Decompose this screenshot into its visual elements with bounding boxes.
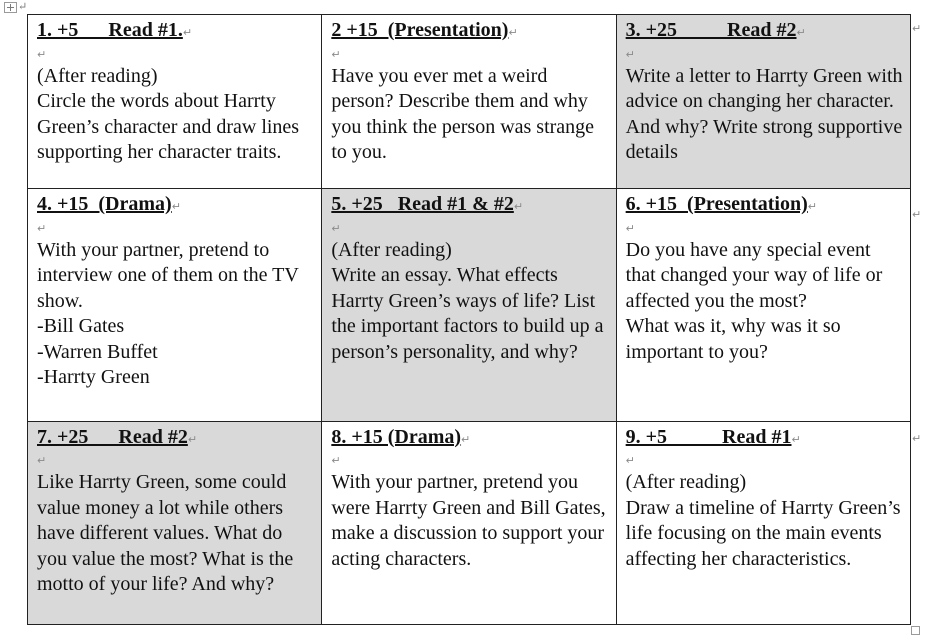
table-row (28, 421, 911, 624)
table-cell-8[interactable] (322, 421, 616, 624)
table-cell-3[interactable] (616, 15, 910, 189)
paragraph-mark: ↵ (461, 432, 471, 446)
paragraph-mark: ↵ (18, 1, 28, 13)
paragraph-mark: ↵ (331, 454, 341, 468)
cell-title: 5. +25 Read #1 & #2 (331, 193, 514, 216)
cell-body: Write a letter to Harrty Green with advice on changing her character. And why? Write strong supportive details (625, 64, 903, 163)
cell-title: 3. +25 Read #2 (625, 19, 797, 41)
paragraph-mark: ↵ (187, 432, 198, 446)
paragraph-mark: ↵ (796, 26, 806, 39)
table-cell-7[interactable] (28, 421, 322, 624)
paragraph-mark: ↵ (37, 221, 47, 235)
paragraph-mark: ↵ (513, 200, 524, 214)
paragraph-mark: ↵ (807, 200, 817, 214)
cell-body: Do you have any special event that changed your way of life or affected you the most? What was it, why was it so important to you? (625, 238, 883, 363)
cell-title: 6. +15 (Presentation) (625, 193, 808, 216)
paragraph-mark: ↵ (508, 26, 518, 39)
cell-title: 1. +5 Read #1. (37, 19, 183, 41)
table-cell-5[interactable] (322, 189, 616, 421)
end-of-row-mark: ↵ (912, 208, 922, 221)
cell-title: 4. +15 (Drama) (37, 193, 172, 216)
paragraph-mark: ↵ (331, 47, 341, 61)
paragraph-mark: ↵ (331, 221, 341, 235)
cell-body: With your partner, pretend to interview one of them on the TV show. -Bill Gates -Warren Buffet -Harrty Green (37, 238, 299, 389)
paragraph-mark: ↵ (171, 200, 181, 214)
paragraph-mark: ↵ (625, 47, 635, 61)
table-cell-4[interactable] (28, 189, 322, 421)
table-cell-2[interactable] (322, 15, 616, 189)
table-row (28, 189, 911, 421)
cell-body: (After reading) Draw a timeline of Harrty Green’s life focusing on the main events affecting her characteristics. (625, 471, 901, 570)
paragraph-mark: ↵ (37, 454, 47, 468)
paragraph-mark: ↵ (791, 432, 801, 446)
table-row (28, 15, 911, 189)
cell-body: (After reading) Circle the words about Harrty Green’s character and draw lines supporting her character traits. (37, 64, 300, 163)
cell-title: 7. +25 Read #2 (37, 425, 188, 448)
table-cell-9[interactable] (616, 421, 910, 624)
table-cell-6[interactable] (616, 189, 910, 421)
paragraph-mark: ↵ (182, 26, 193, 39)
end-of-row-mark: ↵ (912, 22, 922, 35)
paragraph-mark: ↵ (625, 454, 635, 468)
table-resize-handle[interactable] (911, 626, 920, 635)
activity-table (27, 14, 911, 625)
cell-body: With your partner, pretend you were Harrty Green and Bill Gates, make a discussion to support your acting characters. (331, 471, 606, 570)
cell-body: Like Harrty Green, some could value money a lot while others have different values. What do you value the most? What is the motto of your life? And why? (37, 471, 294, 596)
cell-title: 8. +15 (Drama) (331, 425, 462, 448)
table-move-handle[interactable] (4, 2, 17, 13)
cell-body: (After reading) Write an essay. What effects Harrty Green’s ways of life? List the important factors to build up a person’s personality, and why? (331, 238, 604, 363)
paragraph-mark: ↵ (37, 47, 47, 61)
end-of-row-mark: ↵ (912, 432, 922, 445)
table-cell-1[interactable] (28, 15, 322, 189)
paragraph-mark: ↵ (625, 221, 635, 235)
cell-title: 2 +15 (Presentation) (331, 19, 509, 41)
cell-title: 9. +5 Read #1 (625, 425, 792, 448)
cell-body: Have you ever met a weird person? Describe them and why you think the person was strange to you. (331, 64, 595, 163)
